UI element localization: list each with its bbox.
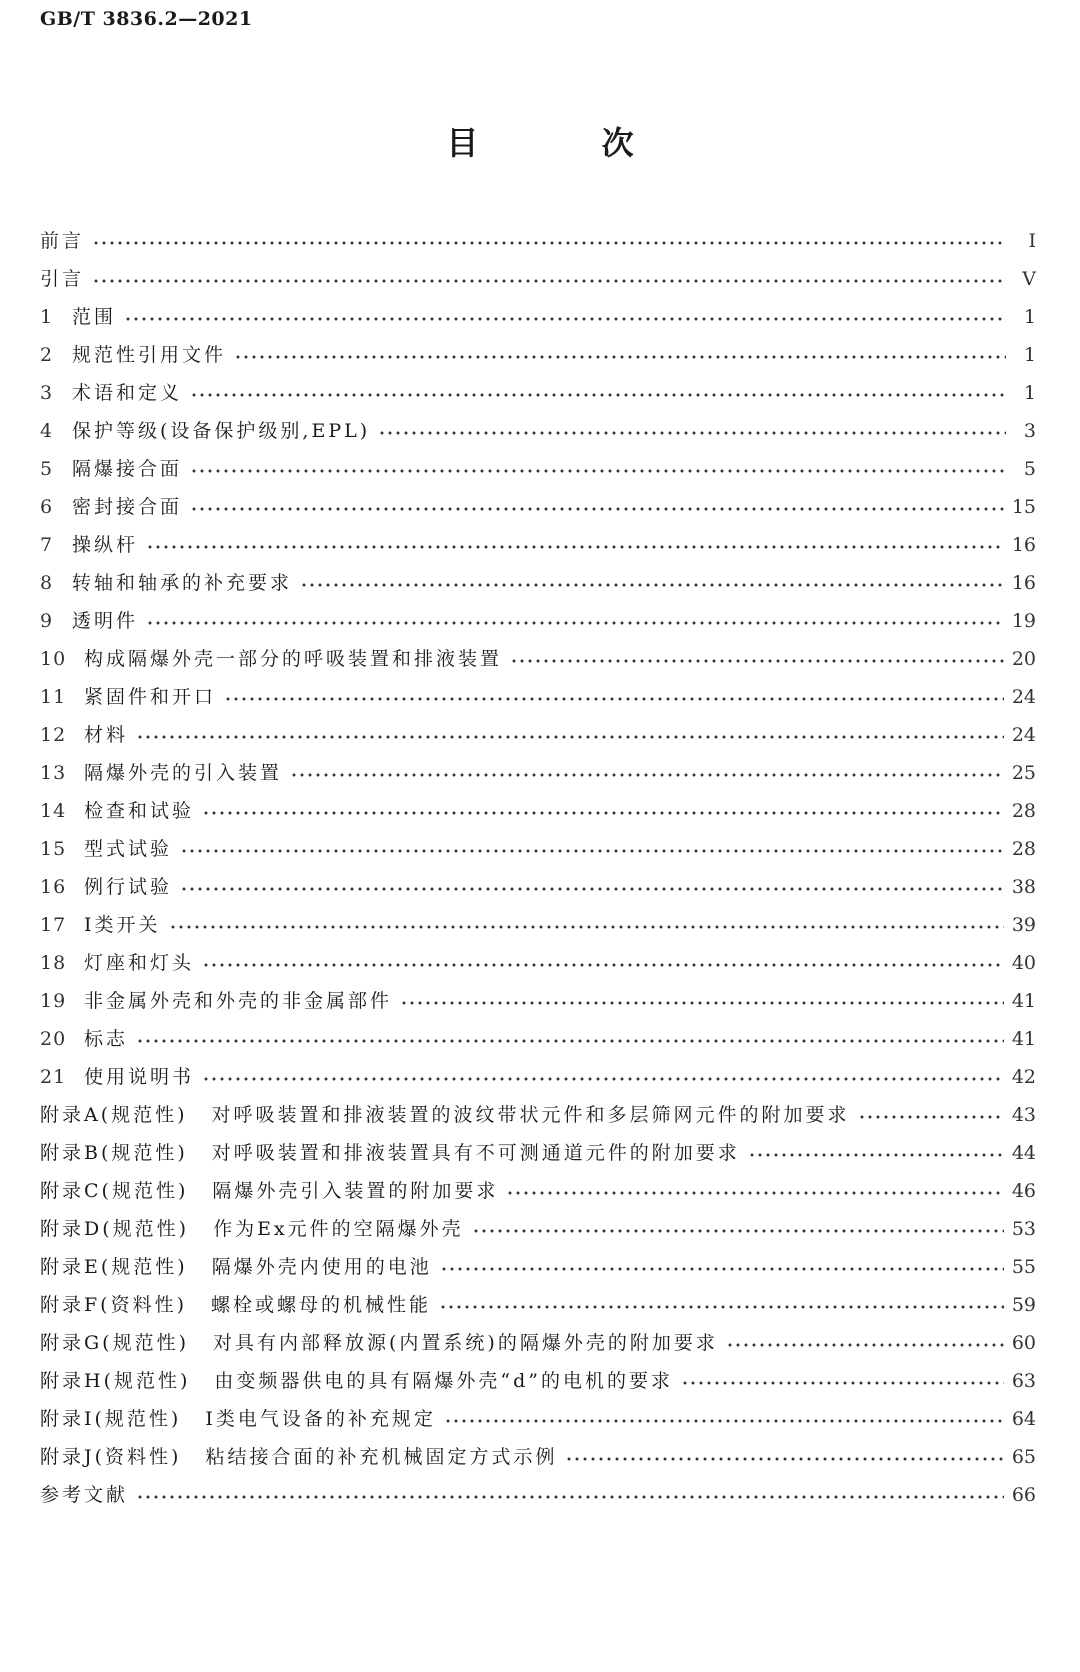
toc-entry-label: Ⅰ类电气设备的补充规定 bbox=[205, 1408, 436, 1430]
toc-dot-leader bbox=[92, 277, 1006, 285]
toc-appendix-label: 附录E(规范性) bbox=[40, 1256, 188, 1278]
toc-dot-leader bbox=[180, 885, 1004, 893]
toc-page-number: 65 bbox=[1011, 1446, 1036, 1468]
toc-dot-leader bbox=[300, 581, 1004, 589]
toc-page-number: 44 bbox=[1011, 1142, 1036, 1164]
toc-entry-number: 7 bbox=[40, 534, 54, 556]
toc-page-number: 64 bbox=[1011, 1408, 1036, 1430]
toc-entry-label: 螺栓或螺母的机械性能 bbox=[211, 1294, 432, 1316]
toc-dot-leader bbox=[124, 315, 1006, 323]
toc-page-number: 19 bbox=[1011, 610, 1036, 632]
toc-dot-leader bbox=[136, 1493, 1004, 1501]
toc-appendix-label: 附录B(规范性) bbox=[40, 1142, 188, 1164]
toc-dot-leader bbox=[439, 1303, 1004, 1311]
toc-page-number: 38 bbox=[1011, 876, 1036, 898]
toc-appendix-label: 附录A(规范性) bbox=[40, 1104, 188, 1126]
toc-dot-leader bbox=[146, 619, 1004, 627]
toc-entry-label: 隔爆外壳的引入装置 bbox=[84, 762, 283, 784]
toc-entry-number: 9 bbox=[40, 610, 54, 632]
toc-entry-label: 术语和定义 bbox=[72, 382, 183, 404]
toc-entry[interactable] bbox=[40, 640, 1036, 678]
toc-entry[interactable] bbox=[40, 906, 1036, 944]
toc-entry-number: 2 bbox=[40, 344, 54, 366]
toc-dot-leader bbox=[748, 1151, 1004, 1159]
toc-page-number: 25 bbox=[1011, 762, 1036, 784]
toc-dot-leader bbox=[858, 1113, 1004, 1121]
toc-entry-label: 透明件 bbox=[72, 610, 139, 632]
toc-entry[interactable] bbox=[40, 450, 1036, 488]
toc-entry[interactable] bbox=[40, 602, 1036, 640]
toc-dot-leader bbox=[146, 543, 1004, 551]
toc-entry-label: 标志 bbox=[84, 1028, 129, 1050]
toc-dot-leader bbox=[290, 771, 1004, 779]
toc-entry[interactable] bbox=[40, 1096, 1036, 1134]
toc-appendix-label: 附录G(规范性) bbox=[40, 1332, 190, 1354]
toc-entry-number: 6 bbox=[40, 496, 54, 518]
toc-entry-label: 转轴和轴承的补充要求 bbox=[72, 572, 293, 594]
toc-dot-leader bbox=[681, 1379, 1004, 1387]
toc-page-number: 63 bbox=[1011, 1370, 1036, 1392]
toc-entry-number: 1 bbox=[40, 306, 54, 328]
toc-dot-leader bbox=[378, 429, 1006, 437]
toc-entry-number: 3 bbox=[40, 382, 54, 404]
toc-page-number: 1 bbox=[1023, 344, 1036, 366]
toc-entry[interactable] bbox=[40, 298, 1036, 336]
toc-entry[interactable] bbox=[40, 1210, 1036, 1248]
toc-page-number: 59 bbox=[1011, 1294, 1036, 1316]
toc-page-number: 28 bbox=[1011, 800, 1036, 822]
toc-dot-leader bbox=[92, 239, 1006, 247]
toc-entry[interactable] bbox=[40, 336, 1036, 374]
toc-dot-leader bbox=[510, 657, 1004, 665]
toc-page-number: 41 bbox=[1011, 1028, 1036, 1050]
toc-dot-leader bbox=[190, 467, 1006, 475]
toc-entry[interactable] bbox=[40, 1172, 1036, 1210]
toc-page-number: 3 bbox=[1023, 420, 1036, 442]
toc-entry[interactable] bbox=[40, 1324, 1036, 1362]
toc-page-number: 42 bbox=[1011, 1066, 1036, 1088]
toc-entry-number: 20 bbox=[40, 1028, 67, 1050]
table-of-contents bbox=[40, 222, 1036, 1514]
toc-entry[interactable] bbox=[40, 944, 1036, 982]
toc-entry-number: 18 bbox=[40, 952, 67, 974]
toc-entry-label: 检查和试验 bbox=[84, 800, 195, 822]
toc-page-number: Ⅰ bbox=[1028, 230, 1036, 252]
toc-entry-number: 8 bbox=[40, 572, 54, 594]
toc-entry-number: 19 bbox=[40, 990, 67, 1012]
toc-dot-leader bbox=[136, 1037, 1004, 1045]
toc-page-number: 16 bbox=[1011, 534, 1036, 556]
toc-entry-label: 范围 bbox=[72, 306, 117, 328]
toc-dot-leader bbox=[472, 1227, 1004, 1235]
toc-entry[interactable] bbox=[40, 716, 1036, 754]
toc-entry-label: 型式试验 bbox=[84, 838, 173, 860]
toc-entry-label: 由变频器供电的具有隔爆外壳“d”的电机的要求 bbox=[214, 1370, 673, 1392]
toc-entry-number: 5 bbox=[40, 458, 54, 480]
toc-entry[interactable] bbox=[40, 564, 1036, 602]
toc-entry-label: 隔爆外壳内使用的电池 bbox=[211, 1256, 432, 1278]
toc-entry[interactable] bbox=[40, 260, 1036, 298]
toc-dot-leader bbox=[190, 391, 1006, 399]
toc-entry-label: 使用说明书 bbox=[84, 1066, 195, 1088]
toc-page-number: 41 bbox=[1011, 990, 1036, 1012]
toc-entry-label: 隔爆外壳引入装置的附加要求 bbox=[212, 1180, 499, 1202]
toc-entry-label: 灯座和灯头 bbox=[84, 952, 195, 974]
toc-entry[interactable] bbox=[40, 1400, 1036, 1438]
toc-dot-leader bbox=[202, 809, 1004, 817]
toc-dot-leader bbox=[136, 733, 1004, 741]
toc-page-number: 40 bbox=[1011, 952, 1036, 974]
toc-entry-number: 15 bbox=[40, 838, 67, 860]
toc-entry-label: 对呼吸装置和排液装置的波纹带状元件和多层筛网元件的附加要求 bbox=[211, 1104, 850, 1126]
toc-dot-leader bbox=[440, 1265, 1004, 1273]
toc-entry-number: 16 bbox=[40, 876, 67, 898]
toc-dot-leader bbox=[234, 353, 1006, 361]
toc-entry-label: 前言 bbox=[40, 230, 85, 252]
toc-dot-leader bbox=[202, 961, 1004, 969]
toc-entry-label: 构成隔爆外壳一部分的呼吸装置和排液装置 bbox=[84, 648, 503, 670]
toc-appendix-label: 附录H(规范性) bbox=[40, 1370, 191, 1392]
toc-page-number: 66 bbox=[1011, 1484, 1036, 1506]
toc-entry-label: 对具有内部释放源(内置系统)的隔爆外壳的附加要求 bbox=[213, 1332, 718, 1354]
toc-dot-leader bbox=[169, 923, 1004, 931]
toc-entry[interactable] bbox=[40, 792, 1036, 830]
toc-entry-number: 10 bbox=[40, 648, 67, 670]
toc-page-number: 53 bbox=[1011, 1218, 1036, 1240]
toc-entry[interactable] bbox=[40, 412, 1036, 450]
toc-entry[interactable] bbox=[40, 222, 1036, 260]
toc-entry-label: 操纵杆 bbox=[72, 534, 139, 556]
toc-page-number: 16 bbox=[1011, 572, 1036, 594]
toc-entry-number: 12 bbox=[40, 724, 67, 746]
toc-page-number: 24 bbox=[1011, 724, 1036, 746]
toc-dot-leader bbox=[726, 1341, 1004, 1349]
toc-entry-label: 紧固件和开口 bbox=[84, 686, 217, 708]
toc-entry-number: 13 bbox=[40, 762, 67, 784]
toc-entry[interactable] bbox=[40, 982, 1036, 1020]
toc-page-number: 39 bbox=[1011, 914, 1036, 936]
toc-page-number: 24 bbox=[1011, 686, 1036, 708]
toc-entry[interactable] bbox=[40, 830, 1036, 868]
toc-dot-leader bbox=[506, 1189, 1003, 1197]
toc-entry-label: 密封接合面 bbox=[72, 496, 183, 518]
toc-page-number: 28 bbox=[1011, 838, 1036, 860]
toc-entry-label: 作为Ex元件的空隔爆外壳 bbox=[213, 1218, 464, 1240]
toc-page-number: 60 bbox=[1011, 1332, 1036, 1354]
toc-page-number: 46 bbox=[1011, 1180, 1036, 1202]
toc-entry[interactable] bbox=[40, 1476, 1036, 1514]
toc-entry-label: 例行试验 bbox=[84, 876, 173, 898]
toc-dot-leader bbox=[202, 1075, 1004, 1083]
toc-entry[interactable] bbox=[40, 526, 1036, 564]
toc-dot-leader bbox=[400, 999, 1004, 1007]
toc-entry[interactable] bbox=[40, 1020, 1036, 1058]
toc-entry-label: 保护等级(设备保护级别,EPL) bbox=[72, 420, 371, 442]
toc-entry[interactable] bbox=[40, 1286, 1036, 1324]
toc-page-number: Ⅴ bbox=[1022, 268, 1036, 290]
standard-code: GB/T 3836.2—2021 bbox=[40, 8, 253, 30]
toc-page-number: 1 bbox=[1023, 382, 1036, 404]
toc-entry-number: 21 bbox=[40, 1066, 67, 1088]
toc-entry-number: 17 bbox=[40, 914, 67, 936]
toc-entry[interactable] bbox=[40, 678, 1036, 716]
toc-entry[interactable] bbox=[40, 1438, 1036, 1476]
toc-page-number: 55 bbox=[1011, 1256, 1036, 1278]
toc-entry-number: 4 bbox=[40, 420, 54, 442]
toc-entry-label: 引言 bbox=[40, 268, 85, 290]
toc-appendix-label: 附录F(资料性) bbox=[40, 1294, 188, 1316]
toc-entry[interactable] bbox=[40, 1248, 1036, 1286]
toc-entry-label: 规范性引用文件 bbox=[72, 344, 227, 366]
toc-entry-label: 参考文献 bbox=[40, 1484, 129, 1506]
toc-page-number: 1 bbox=[1023, 306, 1036, 328]
toc-page-number: 15 bbox=[1011, 496, 1036, 518]
toc-page-number: 43 bbox=[1011, 1104, 1036, 1126]
toc-entry-label: 材料 bbox=[84, 724, 129, 746]
toc-dot-leader bbox=[190, 505, 1004, 513]
toc-entry-label: 隔爆接合面 bbox=[72, 458, 183, 480]
toc-entry-label: Ⅰ类开关 bbox=[84, 914, 161, 936]
toc-entry[interactable] bbox=[40, 1134, 1036, 1172]
toc-entry-label: 粘结接合面的补充机械固定方式示例 bbox=[205, 1446, 558, 1468]
toc-dot-leader bbox=[224, 695, 1004, 703]
toc-entry[interactable] bbox=[40, 754, 1036, 792]
toc-appendix-label: 附录C(规范性) bbox=[40, 1180, 189, 1202]
toc-dot-leader bbox=[565, 1455, 1003, 1463]
toc-entry[interactable] bbox=[40, 868, 1036, 906]
toc-entry-number: 14 bbox=[40, 800, 67, 822]
toc-dot-leader bbox=[180, 847, 1004, 855]
toc-appendix-label: 附录J(资料性) bbox=[40, 1446, 182, 1468]
toc-entry-number: 11 bbox=[40, 686, 67, 708]
toc-entry[interactable] bbox=[40, 374, 1036, 412]
toc-appendix-label: 附录D(规范性) bbox=[40, 1218, 190, 1240]
toc-entry-label: 对呼吸装置和排液装置具有不可测通道元件的附加要求 bbox=[211, 1142, 740, 1164]
page-title: 目 次 bbox=[446, 124, 690, 162]
toc-entry[interactable] bbox=[40, 1058, 1036, 1096]
toc-appendix-label: 附录I(规范性) bbox=[40, 1408, 182, 1430]
toc-entry[interactable] bbox=[40, 488, 1036, 526]
toc-entry[interactable] bbox=[40, 1362, 1036, 1400]
toc-dot-leader bbox=[444, 1417, 1004, 1425]
toc-entry-label: 非金属外壳和外壳的非金属部件 bbox=[84, 990, 393, 1012]
toc-page-number: 5 bbox=[1023, 458, 1036, 480]
toc-page-number: 20 bbox=[1011, 648, 1036, 670]
